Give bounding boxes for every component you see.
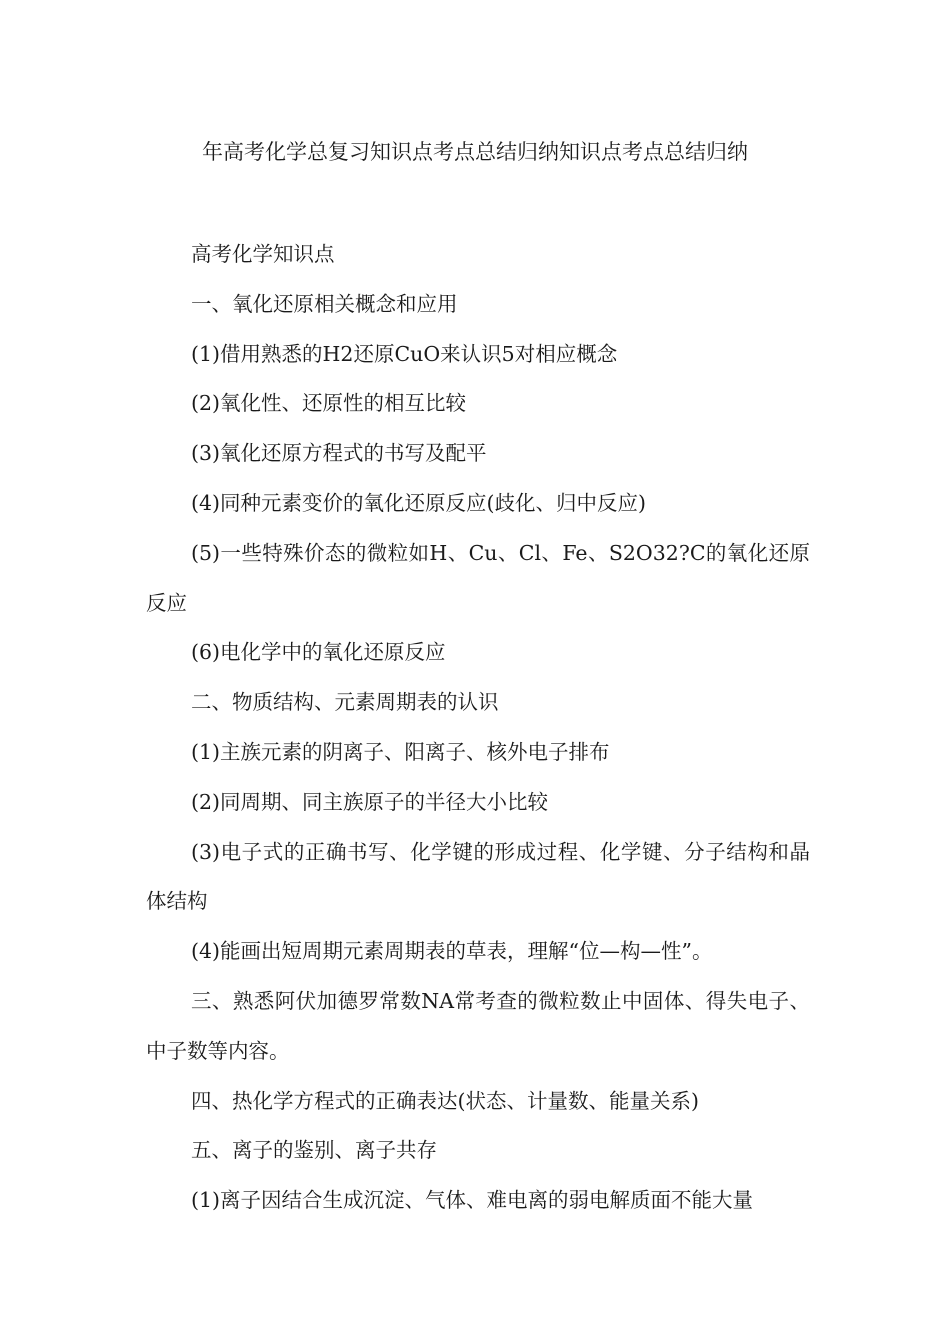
section-heading: 五、离子的鉴别、离子共存 [191, 1138, 437, 1163]
list-item: (2)氧化性、还原性的相互比较 [191, 391, 467, 416]
list-item: (1)离子因结合生成沉淀、气体、难电离的弱电解质面不能大量 [191, 1188, 754, 1213]
document-title: 年高考化学总复习知识点考点总结归纳知识点考点总结归纳 [202, 140, 748, 164]
list-item: (5)一些特殊价态的微粒如H、Cu、Cl、Fe、S2O32?C的氧化还原反应 [146, 540, 810, 615]
list-item: (3)电子式的正确书写、化学键的形成过程、化学键、分子结构和晶体结构 [146, 839, 810, 914]
list-item: (6)电化学中的氧化还原反应 [191, 640, 446, 665]
document-body [146, 230, 810, 1226]
list-item: (3)氧化还原方程式的书写及配平 [191, 441, 487, 466]
list-item: (1)主族元素的阴离子、阳离子、核外电子排布 [191, 739, 610, 764]
list-item: (2)同周期、同主族原子的半径大小比较 [191, 789, 549, 814]
list-item: (4)同种元素变价的氧化还原反应(歧化、归中反应) [191, 490, 647, 515]
list-item: (4)能画出短周期元素周期表的草表，理解“位—构—性”。 [191, 939, 713, 964]
section-heading: 二、物质结构、元素周期表的认识 [191, 690, 499, 715]
section-heading: 高考化学知识点 [191, 242, 335, 266]
list-item: (1)借用熟悉的H2还原CuO来认识5对相应概念 [191, 341, 618, 366]
section-heading: 四、热化学方程式的正确表达(状态、计量数、能量关系) [191, 1088, 699, 1113]
section-heading: 一、氧化还原相关概念和应用 [191, 291, 458, 316]
section-heading: 三、熟悉阿伏加德罗常数NA常考查的微粒数止中固体、得失电子、中子数等内容。 [146, 988, 810, 1063]
